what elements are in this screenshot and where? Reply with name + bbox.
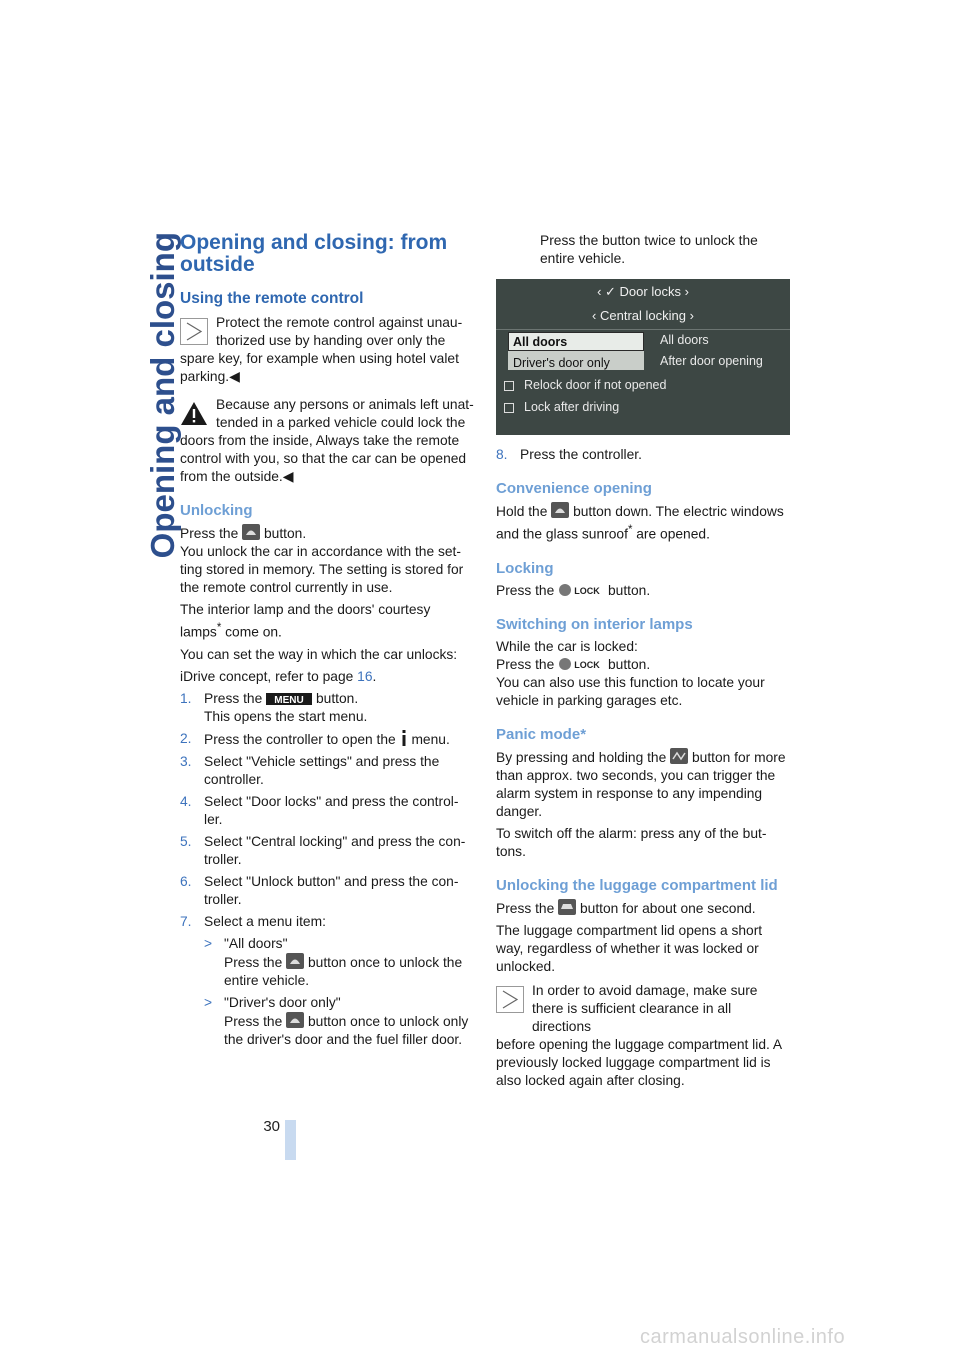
convenience-text: Hold the button down. The electric windows and the glass sunroof* are opened. (496, 504, 784, 542)
locking-text: Press the LOCK button. (496, 582, 651, 598)
heading-interior-lamps: Switching on interior lamps (496, 615, 693, 633)
screen-bar-door-locks: ‹ ✓ Door locks › (597, 284, 689, 299)
step-4: 4. Select "Door locks" and press the control-ler. (180, 793, 459, 827)
idrive-screen-image (496, 279, 790, 435)
option-all-doors: > "All doors" Press the button once to unlock the entire vehicle. (204, 935, 463, 988)
step-2: 2. Press the controller to open the menu. (180, 730, 450, 747)
luggage-opens-text: The luggage compartment lid opens a short way, regardless of whether it was locked or unlocked. (496, 922, 763, 974)
info-i-icon (400, 730, 408, 746)
heading-unlocking: Unlocking (180, 502, 253, 519)
step-5: 5. Select "Central locking" and press the con-troller. (180, 833, 466, 867)
page-link-16[interactable]: 16 (357, 668, 373, 684)
unlock-description: You unlock the car in accordance with the set-ting stored in memory. The setting is stored for the remote control currently in use. (180, 544, 464, 595)
watermark: carmanualsonline.info (640, 1326, 846, 1348)
unlock-key-icon (286, 953, 304, 969)
panic-text: By pressing and holding the button for more than approx. two seconds, you can trigger the alarm system in response to any impending danger. (496, 749, 786, 819)
warning-triangle-icon (180, 400, 208, 427)
screen-relock: Relock door if not opened (524, 378, 667, 392)
right-column (496, 446, 791, 1094)
screen-bar-central-locking: ‹ Central locking › (592, 308, 694, 323)
screen-option-drivers-door: Driver's door only (513, 356, 610, 370)
heading-locking: Locking (496, 559, 554, 577)
step-3: 3. Select "Vehicle settings" and press the controller. (180, 753, 440, 787)
set-unlock-way: You can set the way in which the car unlocks: (180, 646, 458, 662)
left-column (180, 232, 475, 1053)
courtesy-lamps-text: The interior lamp and the doors' courtesy lamps* come on. (180, 602, 431, 640)
screen-option-all-doors: All doors (513, 335, 568, 349)
svg-text:LOCK: LOCK (574, 659, 600, 670)
heading-luggage-lid: Unlocking the luggage compartment lid (496, 876, 778, 894)
panic-off-text: To switch off the alarm: press any of the but-tons. (496, 825, 767, 859)
page-bar (285, 1120, 296, 1160)
note-protect-remote: Protect the remote control against unau-thorized use by handing over only the spare key, for example when using hotel valet parking.◀ (180, 315, 463, 384)
unlock-key-icon (242, 524, 260, 540)
note-luggage-damage: In order to avoid damage, make sure there is sufficient clearance in all directions before opening the luggage compartment lid. A previously locked luggage compartment lid is also locked again after closing. (496, 982, 782, 1088)
interior-lamps-text: While the car is locked: Press the LOCK button. You can also use this function to locate your vehicle in parking garages etc. (496, 638, 765, 708)
screen-right-after-door: After door opening (660, 354, 763, 368)
page-number: 30 (263, 1118, 280, 1135)
unlock-key-icon (286, 1012, 304, 1028)
note-arrow-icon (180, 318, 208, 345)
section-title: Opening and closing: from outside (180, 231, 448, 276)
step-7: 7. Select a menu item: (180, 913, 326, 929)
luggage-press-text: Press the button for about one second. (496, 900, 756, 916)
lock-button-icon (558, 583, 604, 597)
svg-text:LOCK: LOCK (574, 585, 600, 596)
option-drivers-door: > "Driver's door only" Press the button once to unlock only the driver's door and the fuel filler door. (204, 994, 469, 1047)
heading-remote-control: Using the remote control (180, 290, 364, 307)
panic-button-icon (670, 748, 688, 764)
heading-panic-mode: Panic mode* (496, 725, 587, 743)
screen-right-all-doors: All doors (660, 333, 709, 347)
warning-persons-animals: Because any persons or animals left unat-tended in a parked vehicle could lock the doors from the inside, Always take the remote control with you, so that the car can be opened from the outside.◀ (180, 397, 474, 484)
unlock-instruction: Press the button. (180, 526, 307, 541)
lock-button-icon (558, 657, 604, 671)
unlock-key-icon (551, 502, 569, 518)
twice-text: Press the button twice to unlock the entire vehicle. (540, 233, 758, 266)
step-8: 8. Press the controller. (496, 447, 642, 462)
step-6: 6. Select "Unlock button" and press the con-troller. (180, 873, 459, 907)
trunk-button-icon (558, 899, 576, 915)
screen-lock-after: Lock after driving (524, 400, 620, 414)
step-1: 1. Press the MENU button. This opens the start menu. (180, 690, 368, 724)
idrive-reference: iDrive concept, refer to page 16. (180, 668, 377, 684)
menu-button-icon (266, 693, 312, 705)
heading-convenience-opening: Convenience opening (496, 480, 652, 497)
svg-text:MENU: MENU (274, 694, 304, 705)
chapter-side-title: Opening and closing (144, 232, 181, 559)
note-arrow-icon (496, 986, 524, 1013)
